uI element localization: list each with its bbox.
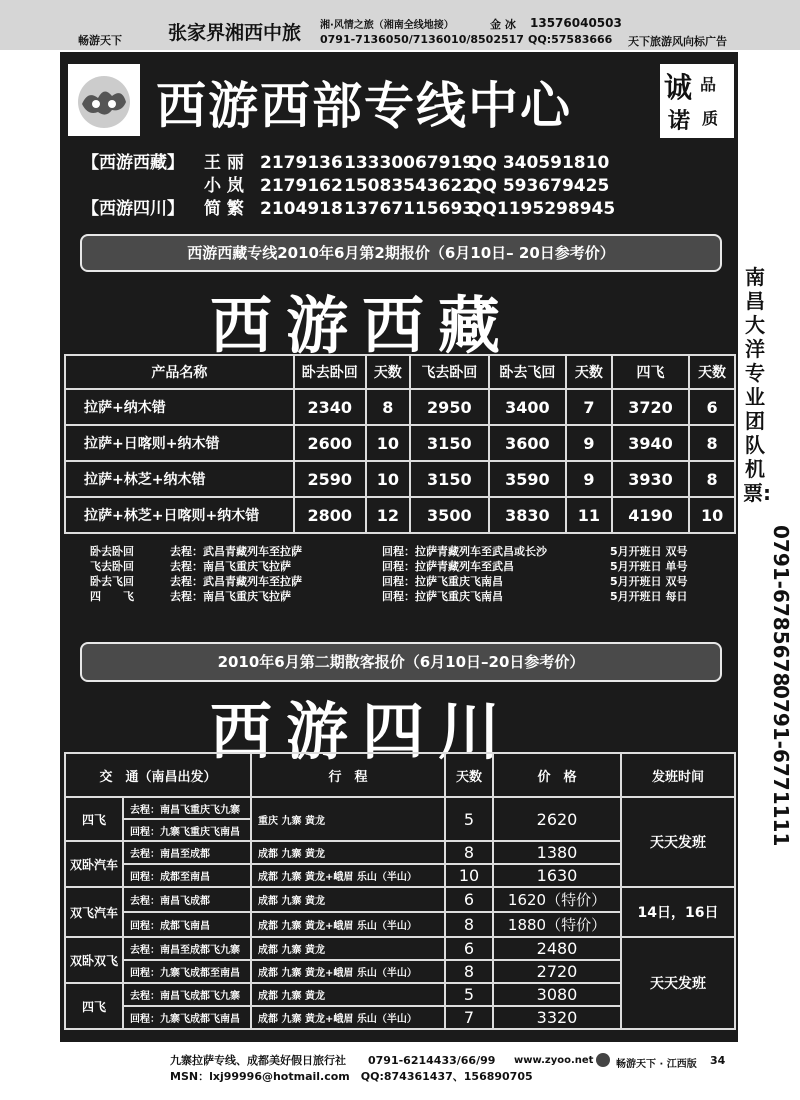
days-cell: 8 xyxy=(445,841,493,864)
magazine-logo-icon xyxy=(596,1053,610,1067)
header-phones: 0791-7136050/7136010/8502517 xyxy=(320,33,524,46)
note-row xyxy=(90,544,687,559)
column-header: 卧去飞回 xyxy=(489,355,566,389)
table-cell: 3500 xyxy=(410,497,489,533)
table-cell: 2950 xyxy=(410,389,489,425)
note-schedule: 5月开班日 每日 xyxy=(610,590,688,603)
table-cell: 10 xyxy=(366,461,410,497)
contact-tel: 2104918 xyxy=(260,199,343,219)
column-header: 天数 xyxy=(366,355,410,389)
table-cell: 2800 xyxy=(294,497,366,533)
table-cell: 3150 xyxy=(410,425,489,461)
note-type: 飞去卧回 xyxy=(90,560,134,573)
footer-website: www.zyoo.net xyxy=(514,1055,594,1066)
tibet-transport-notes xyxy=(90,544,687,604)
footer-agency-line: 九寨拉萨专线、成都美好假日旅行社 0791-6214433/66/99 xyxy=(170,1054,496,1067)
note-go: 去程：南昌飞重庆飞拉萨 xyxy=(170,590,291,603)
route-cell: 去程：南昌飞重庆飞九寨 xyxy=(123,797,251,819)
table-row xyxy=(65,937,735,960)
note-back: 回程：拉萨青藏列车至武昌 xyxy=(382,560,514,573)
schedule-cell: 14日，16日 xyxy=(621,887,735,937)
days-cell: 5 xyxy=(445,797,493,841)
contact-tel: 2179136 xyxy=(260,153,343,173)
table-cell: 3930 xyxy=(612,461,689,497)
column-header: 天数 xyxy=(445,753,493,797)
table-cell: 2600 xyxy=(294,425,366,461)
days-cell: 7 xyxy=(445,1006,493,1029)
product-name: 拉萨+日喀则+纳木错 xyxy=(65,425,294,461)
route-cell: 回程：九寨飞成都至南昌 xyxy=(123,960,251,983)
note-go: 去程：武昌青藏列车至拉萨 xyxy=(170,545,302,558)
contact-mobile: 13767115693 xyxy=(344,199,475,219)
header-contact-name: 金 冰 xyxy=(490,18,516,31)
table-cell: 7 xyxy=(566,389,612,425)
price-cell: 1380 xyxy=(493,841,621,864)
seal-char-1: 诚 xyxy=(664,71,693,104)
tibet-price-table xyxy=(64,354,736,534)
schedule-cell: 天天发班 xyxy=(621,937,735,1029)
product-name: 拉萨+林芝+日喀则+纳木错 xyxy=(65,497,294,533)
header-company: 张家界湘西中旅 xyxy=(168,22,302,44)
seal-char-2: 品 xyxy=(700,75,717,94)
contact-name: 小 岚 xyxy=(204,176,244,196)
sichuan-big-title: 西游四川 xyxy=(210,695,515,768)
itinerary-cell: 成都 九寨 黄龙 xyxy=(251,887,445,912)
header-left-tag: 畅游天下 xyxy=(78,34,122,47)
transport-type: 双卧双飞 xyxy=(65,937,123,983)
price-cell: 3320 xyxy=(493,1006,621,1029)
table-cell: 8 xyxy=(689,461,735,497)
table-row xyxy=(65,497,735,533)
transport-type: 双飞汽车 xyxy=(65,887,123,937)
table-row xyxy=(65,461,735,497)
header-mobile: 13576040503 xyxy=(530,16,622,30)
transport-type: 四飞 xyxy=(65,983,123,1029)
itinerary-cell: 成都 九寨 黄龙 xyxy=(251,983,445,1006)
cloud-logo-icon xyxy=(68,64,140,136)
contact-qq: QQ 593679425 xyxy=(468,176,610,196)
side-ad-phones xyxy=(769,525,793,687)
table-row xyxy=(65,389,735,425)
transport-type: 双卧汽车 xyxy=(65,841,123,887)
side-ad-phone-1: 0791-6785678 xyxy=(769,525,793,687)
contact-qq: QQ 340591810 xyxy=(468,153,610,173)
price-cell: 1620（特价） xyxy=(493,887,621,912)
brand-title: 西游西部专线中心 xyxy=(156,77,572,135)
product-name: 拉萨+纳木错 xyxy=(65,389,294,425)
table-cell: 3400 xyxy=(489,389,566,425)
contact-row xyxy=(82,148,609,173)
note-type: 四 飞 xyxy=(90,590,134,603)
route-cell: 去程：南昌飞成都飞九寨 xyxy=(123,983,251,1006)
route-cell: 回程：成都至南昌 xyxy=(123,864,251,887)
price-cell: 2480 xyxy=(493,937,621,960)
note-back: 回程：拉萨青藏列车至武昌或长沙 xyxy=(382,545,547,558)
days-cell: 5 xyxy=(445,983,493,1006)
days-cell: 10 xyxy=(445,864,493,887)
schedule-cell: 天天发班 xyxy=(621,797,735,887)
contact-mobile: 13330067919 xyxy=(344,153,475,173)
table-row xyxy=(65,425,735,461)
column-header: 飞去卧回 xyxy=(410,355,489,389)
table-cell: 8 xyxy=(366,389,410,425)
itinerary-cell: 成都 九寨 黄龙+峨眉 乐山（半山） xyxy=(251,1006,445,1029)
days-cell: 6 xyxy=(445,937,493,960)
column-header: 行 程 xyxy=(251,753,445,797)
note-back: 回程：拉萨飞重庆飞南昌 xyxy=(382,575,503,588)
itinerary-cell: 成都 九寨 黄龙+峨眉 乐山（半山） xyxy=(251,864,445,887)
table-header-row xyxy=(65,355,735,389)
itinerary-cell: 重庆 九寨 黄龙 xyxy=(251,797,445,841)
table-cell: 8 xyxy=(689,425,735,461)
itinerary-cell: 成都 九寨 黄龙 xyxy=(251,937,445,960)
table-cell: 12 xyxy=(366,497,410,533)
itinerary-cell: 成都 九寨 黄龙 xyxy=(251,841,445,864)
table-cell: 3150 xyxy=(410,461,489,497)
top-ad-strip xyxy=(0,0,800,50)
note-row xyxy=(90,574,687,589)
table-cell: 9 xyxy=(566,425,612,461)
route-cell: 去程：南昌至成都飞九寨 xyxy=(123,937,251,960)
contact-row xyxy=(82,171,609,196)
price-cell: 1880（特价） xyxy=(493,912,621,937)
note-schedule: 5月开班日 单号 xyxy=(610,560,688,573)
note-back: 回程：拉萨飞重庆飞南昌 xyxy=(382,590,503,603)
table-cell: 3600 xyxy=(489,425,566,461)
contact-mobile: 15083543622 xyxy=(344,176,475,196)
table-cell: 2590 xyxy=(294,461,366,497)
days-cell: 8 xyxy=(445,912,493,937)
contact-name: 王 丽 xyxy=(204,153,244,173)
table-cell: 3830 xyxy=(489,497,566,533)
seal-char-4: 质 xyxy=(702,109,719,128)
column-header: 产品名称 xyxy=(65,355,294,389)
table-header-row xyxy=(65,753,735,797)
note-row xyxy=(90,559,687,574)
table-cell: 3940 xyxy=(612,425,689,461)
header-slogan: 湘·风情之旅（湘南全线地接） xyxy=(320,20,454,31)
table-row xyxy=(65,797,735,819)
route-cell: 回程：九寨飞成都飞南昌 xyxy=(123,1006,251,1029)
sichuan-price-table xyxy=(64,752,736,1030)
route-cell: 去程：南昌飞成都 xyxy=(123,887,251,912)
column-header: 价 格 xyxy=(493,753,621,797)
note-schedule: 5月开班日 双号 xyxy=(610,545,688,558)
column-header: 发班时间 xyxy=(621,753,735,797)
contact-dept: 【西游西藏】 xyxy=(82,153,184,173)
column-header: 天数 xyxy=(566,355,612,389)
header-qq: QQ:57583666 xyxy=(528,33,613,46)
note-go: 去程：南昌飞重庆飞拉萨 xyxy=(170,560,291,573)
table-cell: 3720 xyxy=(612,389,689,425)
note-schedule: 5月开班日 双号 xyxy=(610,575,688,588)
contact-qq: QQ1195298945 xyxy=(468,199,616,219)
contact-name: 简 繁 xyxy=(204,199,244,219)
header-right-tag: 天下旅游风向标广告 xyxy=(628,35,727,48)
table-cell: 6 xyxy=(689,389,735,425)
itinerary-cell: 成都 九寨 黄龙+峨眉 乐山（半山） xyxy=(251,912,445,937)
column-header: 交 通（南昌出发） xyxy=(65,753,251,797)
transport-type: 四飞 xyxy=(65,797,123,841)
table-cell: 10 xyxy=(366,425,410,461)
contact-dept: 【西游四川】 xyxy=(82,199,184,219)
footer-brand: 畅游天下 · 江西版 xyxy=(616,1059,697,1070)
price-cell: 3080 xyxy=(493,983,621,1006)
table-cell: 9 xyxy=(566,461,612,497)
route-cell: 回程：九寨飞重庆飞南昌 xyxy=(123,819,251,841)
seal-char-3: 诺 xyxy=(668,109,691,134)
side-ad-text: 南昌大洋专业团队机票: xyxy=(743,265,771,505)
note-type: 卧去卧回 xyxy=(90,545,134,558)
side-ad-phones xyxy=(769,685,793,847)
column-header: 天数 xyxy=(689,355,735,389)
price-cell: 1630 xyxy=(493,864,621,887)
days-cell: 8 xyxy=(445,960,493,983)
tibet-big-title: 西游西藏 xyxy=(210,289,515,362)
note-go: 去程：武昌青藏列车至拉萨 xyxy=(170,575,302,588)
contact-row xyxy=(82,194,615,219)
note-type: 卧去飞回 xyxy=(90,575,134,588)
product-name: 拉萨+林芝+纳木错 xyxy=(65,461,294,497)
contact-tel: 2179162 xyxy=(260,176,343,196)
note-row xyxy=(90,589,687,604)
column-header: 卧去卧回 xyxy=(294,355,366,389)
tibet-banner: 西游西藏专线2010年6月第2期报价（6月10日– 20日参考价） xyxy=(80,234,722,272)
side-ad-phone-2: 0791-6771111 xyxy=(769,685,793,847)
days-cell: 6 xyxy=(445,887,493,912)
main-panel xyxy=(60,52,738,1042)
page-number: 34 xyxy=(710,1054,726,1067)
itinerary-cell: 成都 九寨 黄龙+峨眉 乐山（半山） xyxy=(251,960,445,983)
route-cell: 去程：南昌至成都 xyxy=(123,841,251,864)
table-cell: 11 xyxy=(566,497,612,533)
column-header: 四飞 xyxy=(612,355,689,389)
table-row xyxy=(65,887,735,912)
sichuan-banner: 2010年6月第二期散客报价（6月10日–20日参考价） xyxy=(80,642,722,682)
route-cell: 回程：成都飞南昌 xyxy=(123,912,251,937)
footer-contact-line: MSN：lxj99996@hotmail.com QQ:874361437、156890705 xyxy=(170,1070,533,1083)
price-cell: 2720 xyxy=(493,960,621,983)
table-cell: 3590 xyxy=(489,461,566,497)
price-cell: 2620 xyxy=(493,797,621,841)
table-cell: 4190 xyxy=(612,497,689,533)
table-cell: 10 xyxy=(689,497,735,533)
table-cell: 2340 xyxy=(294,389,366,425)
integrity-seal xyxy=(660,64,734,138)
